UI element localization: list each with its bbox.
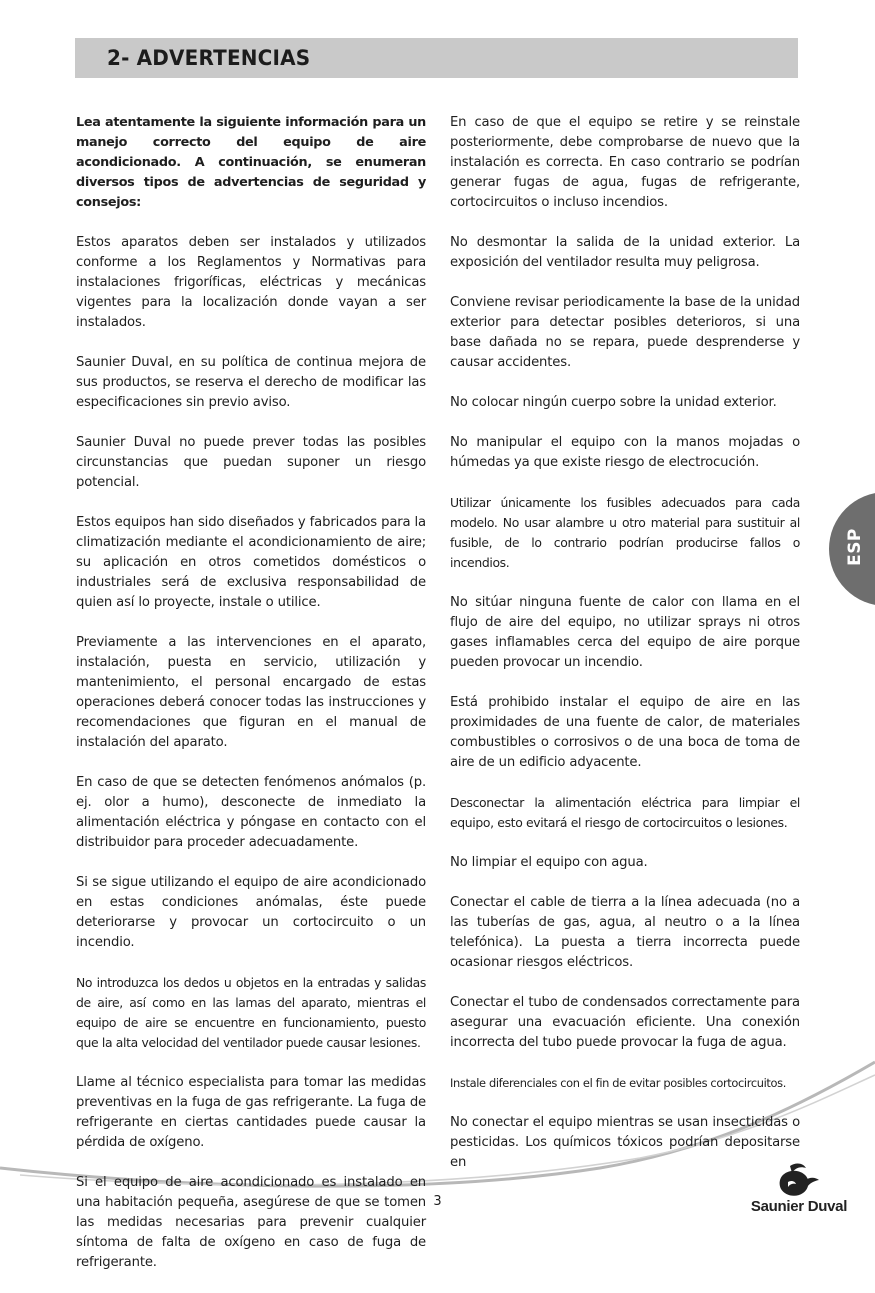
warning-paragraph: Previamente a las intervenciones en el aparato, instalación, puesta en servicio, utilización y mantenimiento, el personal encargado de estas operaciones deberá conocer todas las instrucciones y recomendaciones que figuran en el manual de instalación del aparato. bbox=[76, 635, 426, 750]
warning-paragraph: No colocar ningún cuerpo sobre la unidad exterior. bbox=[450, 395, 777, 410]
warning-paragraph: Saunier Duval, en su política de continua mejora de sus productos, se reserva el derecho de modificar las especificaciones sin previo aviso. bbox=[76, 355, 426, 410]
warning-paragraph: Conviene revisar periodicamente la base de la unidad exterior para detectar posibles deterioros, si una base dañada no se repara, puede desprenderse y causar accidentes. bbox=[450, 295, 800, 370]
warning-paragraph: No limpiar el equipo con agua. bbox=[450, 855, 648, 870]
warning-paragraph: En caso de que el equipo se retire y se reinstale posteriormente, debe comprobarse de nuevo que la instalación es correcta. En caso contrario se podrían generar fugas de agua, fugas de refrigerante, cortocircuitos o incluso incendios. bbox=[450, 115, 800, 210]
right-column bbox=[450, 113, 800, 1193]
warning-paragraph: No desmontar la salida de la unidad exterior. La exposición del ventilador resulta muy peligrosa. bbox=[450, 235, 800, 270]
left-column bbox=[76, 113, 426, 1293]
warning-paragraph: Llame al técnico especialista para tomar las medidas preventivas en la fuga de gas refrigerante. La fuga de refrigerante en ciertas cantidades puede causar la pérdida de oxígeno. bbox=[76, 1075, 426, 1150]
warning-paragraph: Estos aparatos deben ser instalados y utilizados conforme a los Reglamentos y Normativas para instalaciones frigoríficas, eléctricas y mecánicas vigentes para la localización donde vayan a ser instalados. bbox=[76, 235, 426, 330]
warning-paragraph: Estos equipos han sido diseñados y fabricados para la climatización mediante el acondicionamiento de aire; su aplicación en otros cometidos domésticos o industriales será de exclusiva responsabilidad de quien así lo proyecte, instale o utilice. bbox=[76, 515, 426, 610]
warning-paragraph: No manipular el equipo con la manos mojadas o húmedas ya que existe riesgo de electrocución. bbox=[450, 435, 800, 470]
warning-paragraph: Conectar el cable de tierra a la línea adecuada (no a las tuberías de gas, agua, al neutro o a la línea telefónica). La puesta a tierra incorrecta puede ocasionar riesgos eléctricos. bbox=[450, 895, 800, 970]
language-tab-label: ESP bbox=[845, 528, 865, 566]
warning-paragraph: En caso de que se detecten fenómenos anómalos (p. ej. olor a humo), desconecte de inmediato la alimentación eléctrica y póngase en contacto con el distribuidor para proceder adecuadamente. bbox=[76, 775, 426, 850]
section-title: 2- ADVERTENCIAS bbox=[107, 46, 311, 70]
brand-name: Saunier Duval bbox=[750, 1198, 848, 1215]
warning-paragraph: Conectar el tubo de condensados correctamente para asegurar una evacuación eficiente. Una conexión incorrecta del tubo puede provocar la fuga de agua. bbox=[450, 995, 800, 1050]
warning-paragraph: Está prohibido instalar el equipo de aire en las proximidades de una fuente de calor, de materiales combustibles o corrosivos o de una boca de toma de aire de un edificio adyacente. bbox=[450, 695, 800, 770]
warning-paragraph: Saunier Duval no puede prever todas las posibles circunstancias que puedan suponer un riesgo potencial. bbox=[76, 435, 426, 490]
brand-logo-block bbox=[744, 1160, 859, 1220]
saunier-duval-logo-icon bbox=[776, 1160, 820, 1198]
warning-paragraph: No conectar el equipo mientras se usan insecticidas o pesticidas. Los químicos tóxicos podrían depositarse en bbox=[450, 1115, 800, 1170]
warning-paragraph: Desconectar la alimentación eléctrica para limpiar el equipo, esto evitará el riesgo de cortocircuitos o lesiones. bbox=[450, 795, 800, 830]
warning-paragraph: No sitúar ninguna fuente de calor con llama en el flujo de aire del equipo, no utilizar sprays ni otros gases inflamables cerca del equipo de aire porque pueden provocar un incendio. bbox=[450, 595, 800, 670]
warning-paragraph: No introduzca los dedos u objetos en la entradas y salidas de aire, así como en las lamas del aparato, mientras el equipo de aire se encuentre en funcionamiento, puesto que la alta velocidad del ventilador puede causar lesiones. bbox=[76, 975, 426, 1050]
warning-paragraph: Si el equipo de aire acondicionado es instalado en una habitación pequeña, asegúrese de que se tomen las medidas necesarias para prevenir cualquier síntoma de falta de oxígeno en caso de fuga de refrigerante. bbox=[76, 1175, 426, 1270]
intro-paragraph: Lea atentamente la siguiente información para un manejo correcto del equipo de aire acondicionado. A continuación, se enumeran diversos tipos de advertencias de seguridad y consejos: bbox=[76, 115, 426, 210]
page-number: 3 bbox=[433, 1194, 442, 1209]
warning-paragraph: Instale diferenciales con el fin de evitar posibles cortocircuitos. bbox=[450, 1076, 787, 1090]
warning-paragraph: Utilizar únicamente los fusibles adecuados para cada modelo. No usar alambre u otro material para sustituir al fusible, de lo contrario podrían producirse fallos o incendios. bbox=[450, 495, 800, 570]
section-title-bar bbox=[75, 38, 798, 78]
warning-paragraph: Si se sigue utilizando el equipo de aire acondicionado en estas condiciones anómalas, éste puede deteriorarse y provocar un cortocircuito o un incendio. bbox=[76, 875, 426, 950]
